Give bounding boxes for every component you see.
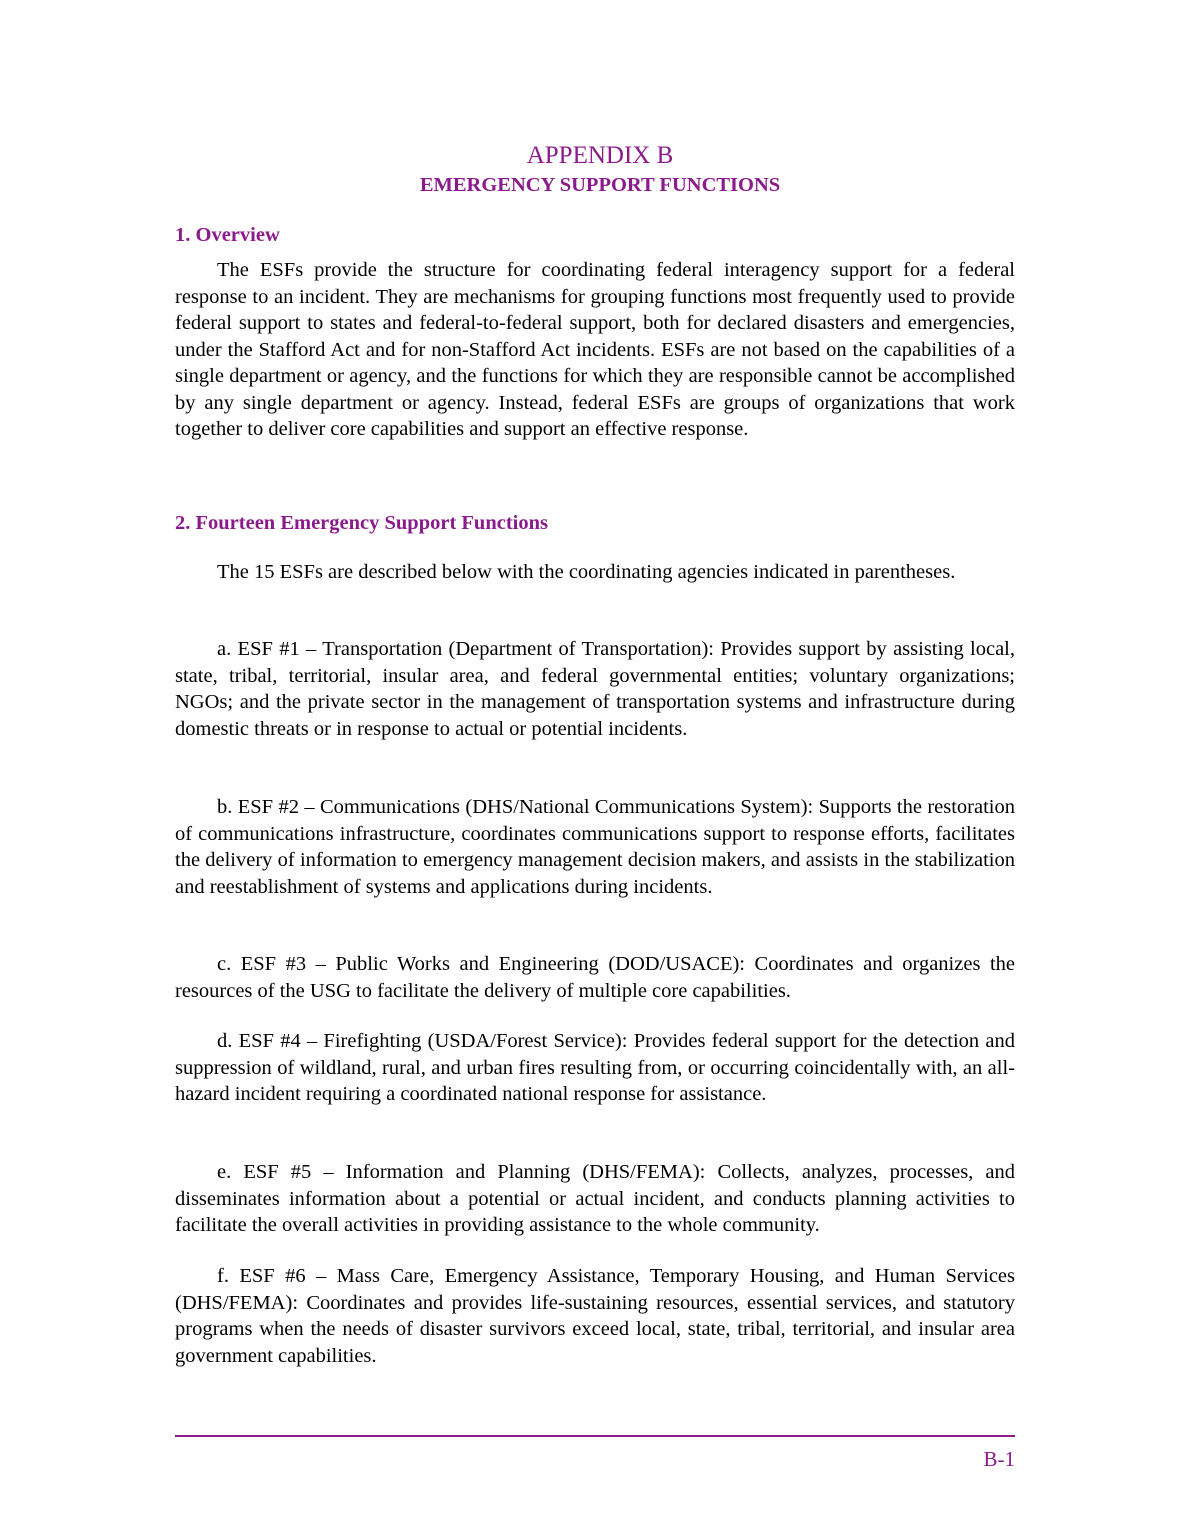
paragraph-overview: The ESFs provide the structure for coordinating federal interagency support for a federal response to an incident. They are mechanisms for grouping functions most frequently used to provide federal support to states and federal-to-federal support, both for declared disasters and emergencies, under the Stafford Act and for non-Stafford Act incidents. ESFs are not based on the capabilities of a single department or agency, and the functions for which they are responsible cannot be accomplished by any single department or agency. Instead, federal ESFs are groups of organizations that work together to deliver core capabilities and support an effective response. [175, 259, 1015, 440]
paragraph-intro: The 15 ESFs are described below with the coordinating agencies indicated in parentheses. [217, 561, 956, 583]
section-heading-fourteen-esf: 2. Fourteen Emergency Support Functions [175, 512, 548, 534]
paragraph-esf-1: a. ESF #1 – Transportation (Department of Transportation): Provides support by assisting local, state, tribal, territorial, insular area, and federal governmental entities; voluntary organizations; NGOs; and the private sector in the management of transportation systems and infrastructure during domestic threats or in response to actual or potential incidents. [175, 638, 1015, 740]
paragraph-esf-2: b. ESF #2 – Communications (DHS/National Communications System): Supports the restoration of communications infrastructure, coordinates communications support to response efforts, facilitates the delivery of information to emergency management decision makers, and assists in the stabilization and reestablishment of systems and applications during incidents. [175, 796, 1015, 898]
page-number: B-1 [983, 1447, 1015, 1471]
paragraph-esf-3: c. ESF #3 – Public Works and Engineering (DOD/USACE): Coordinates and organizes the resources of the USG to facilitate the delivery of multiple core capabilities. [175, 953, 1015, 1002]
appendix-subtitle: EMERGENCY SUPPORT FUNCTIONS [419, 174, 781, 196]
appendix-title: APPENDIX B [526, 142, 674, 169]
paragraph-esf-4: d. ESF #4 – Firefighting (USDA/Forest Service): Provides federal support for the detection and suppression of wildland, rural, and urban fires resulting from, or occurring coincidentally with, an all-hazard incident requiring a coordinated national response for assistance. [175, 1030, 1015, 1105]
paragraph-esf-6: f. ESF #6 – Mass Care, Emergency Assistance, Temporary Housing, and Human Services (DHS/FEMA): Coordinates and provides life-sustaining resources, essential services, and statutory programs when the needs of disaster survivors exceed local, state, tribal, territorial, and insular area government capabilities. [175, 1265, 1015, 1367]
footer-divider [175, 1435, 1015, 1437]
section-heading-overview: 1. Overview [175, 224, 280, 246]
paragraph-esf-5: e. ESF #5 – Information and Planning (DHS/FEMA): Collects, analyzes, processes, and disseminates information about a potential or actual incident, and conducts planning activities to facilitate the overall activities in providing assistance to the whole community. [175, 1161, 1015, 1236]
